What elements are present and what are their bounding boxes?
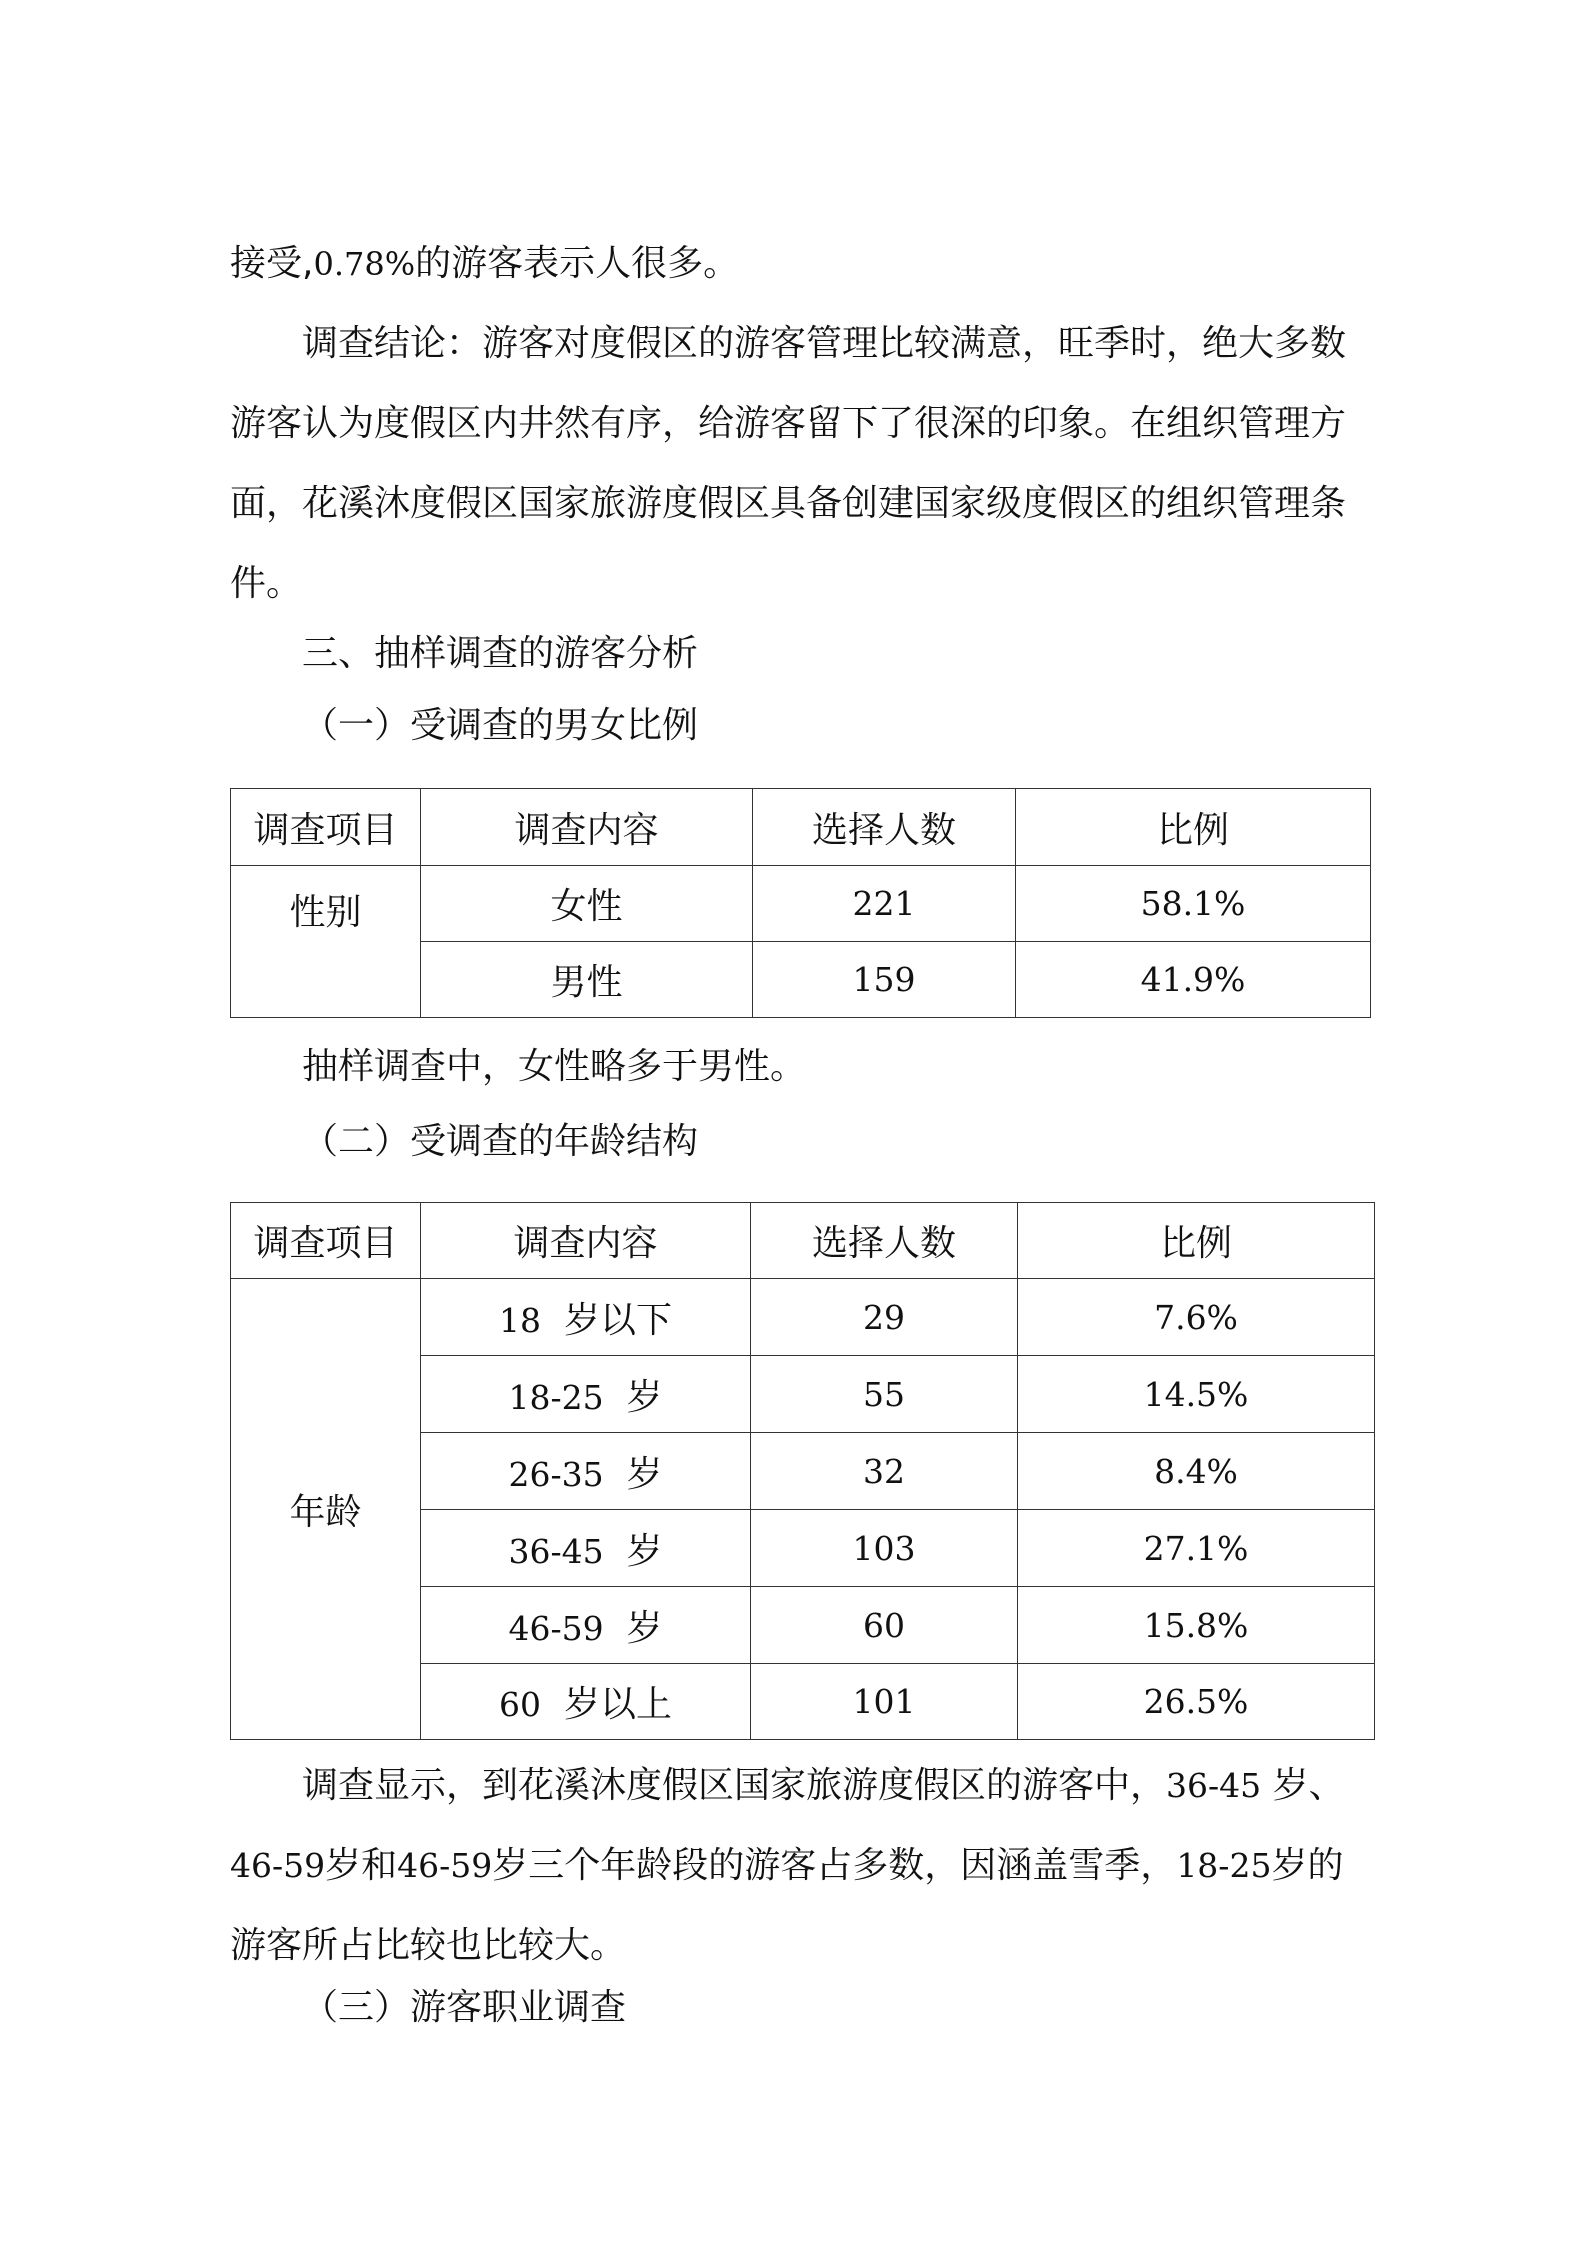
subsection-heading-occupation: （三）游客职业调查 bbox=[302, 1987, 627, 2028]
header-count: 选择人数 bbox=[751, 1203, 1018, 1279]
subsection-heading-age: （二）受调查的年龄结构 bbox=[302, 1121, 699, 1162]
count-cell: 159 bbox=[753, 942, 1016, 1018]
count-cell: 221 bbox=[753, 866, 1016, 942]
ratio-cell: 41.9% bbox=[1016, 942, 1371, 1018]
ratio-cell: 15.8% bbox=[1018, 1587, 1375, 1664]
content-cell: 女性 bbox=[421, 866, 753, 942]
age-table bbox=[230, 1202, 1375, 1740]
count-cell: 60 bbox=[751, 1587, 1018, 1664]
header-ratio: 比例 bbox=[1016, 789, 1371, 866]
content-cell: 60 岁以上 bbox=[421, 1664, 751, 1740]
header-content: 调查内容 bbox=[421, 1203, 751, 1279]
header-ratio: 比例 bbox=[1018, 1203, 1375, 1279]
content-cell: 46-59 岁 bbox=[421, 1587, 751, 1664]
content-cell: 36-45 岁 bbox=[421, 1510, 751, 1587]
count-cell: 103 bbox=[751, 1510, 1018, 1587]
gender-table bbox=[230, 788, 1371, 1018]
count-cell: 32 bbox=[751, 1433, 1018, 1510]
header-item: 调查项目 bbox=[231, 1203, 421, 1279]
subsection-heading-gender: （一）受调查的男女比例 bbox=[302, 705, 699, 746]
category-cell-age: 年龄 bbox=[231, 1279, 421, 1740]
paragraph-survey-conclusion: 调查结论：游客对度假区的游客管理比较满意，旺季时，绝大多数游客认为度假区内井然有序，给游客留下了很深的印象。在组织管理方面，花溪沐度假区国家旅游度假区具备创建国家级度假区的组织管理条件。 bbox=[230, 323, 1347, 604]
count-cell: 55 bbox=[751, 1356, 1018, 1433]
content-cell: 18-25 岁 bbox=[421, 1356, 751, 1433]
content-cell: 26-35 岁 bbox=[421, 1433, 751, 1510]
paragraph-tourist-crowding: 接受,0.78%的游客表示人很多。 bbox=[230, 243, 740, 284]
ratio-cell: 8.4% bbox=[1018, 1433, 1375, 1510]
ratio-cell: 58.1% bbox=[1016, 866, 1371, 942]
table-header-row bbox=[231, 1203, 1375, 1279]
count-cell: 101 bbox=[751, 1664, 1018, 1740]
ratio-cell: 26.5% bbox=[1018, 1664, 1375, 1740]
ratio-cell: 14.5% bbox=[1018, 1356, 1375, 1433]
table-header-row bbox=[231, 789, 1371, 866]
header-count: 选择人数 bbox=[753, 789, 1016, 866]
section-heading-3: 三、抽样调查的游客分析 bbox=[302, 633, 699, 674]
paragraph-gender-summary: 抽样调查中，女性略多于男性。 bbox=[302, 1046, 807, 1087]
paragraph-age-summary: 调查显示，到花溪沐度假区国家旅游度假区的游客中，36-45 岁、46-59岁和46-59岁三个年龄段的游客占多数，因涵盖雪季，18-25岁的游客所占比较也比较大。 bbox=[230, 1765, 1345, 1966]
count-cell: 29 bbox=[751, 1279, 1018, 1356]
ratio-cell: 27.1% bbox=[1018, 1510, 1375, 1587]
content-cell: 男性 bbox=[421, 942, 753, 1018]
table-row bbox=[231, 1279, 1375, 1356]
ratio-cell: 7.6% bbox=[1018, 1279, 1375, 1356]
category-cell-gender: 性别 bbox=[231, 866, 421, 1018]
header-item: 调查项目 bbox=[231, 789, 421, 866]
header-content: 调查内容 bbox=[421, 789, 753, 866]
table-row bbox=[231, 866, 1371, 942]
content-cell: 18 岁以下 bbox=[421, 1279, 751, 1356]
